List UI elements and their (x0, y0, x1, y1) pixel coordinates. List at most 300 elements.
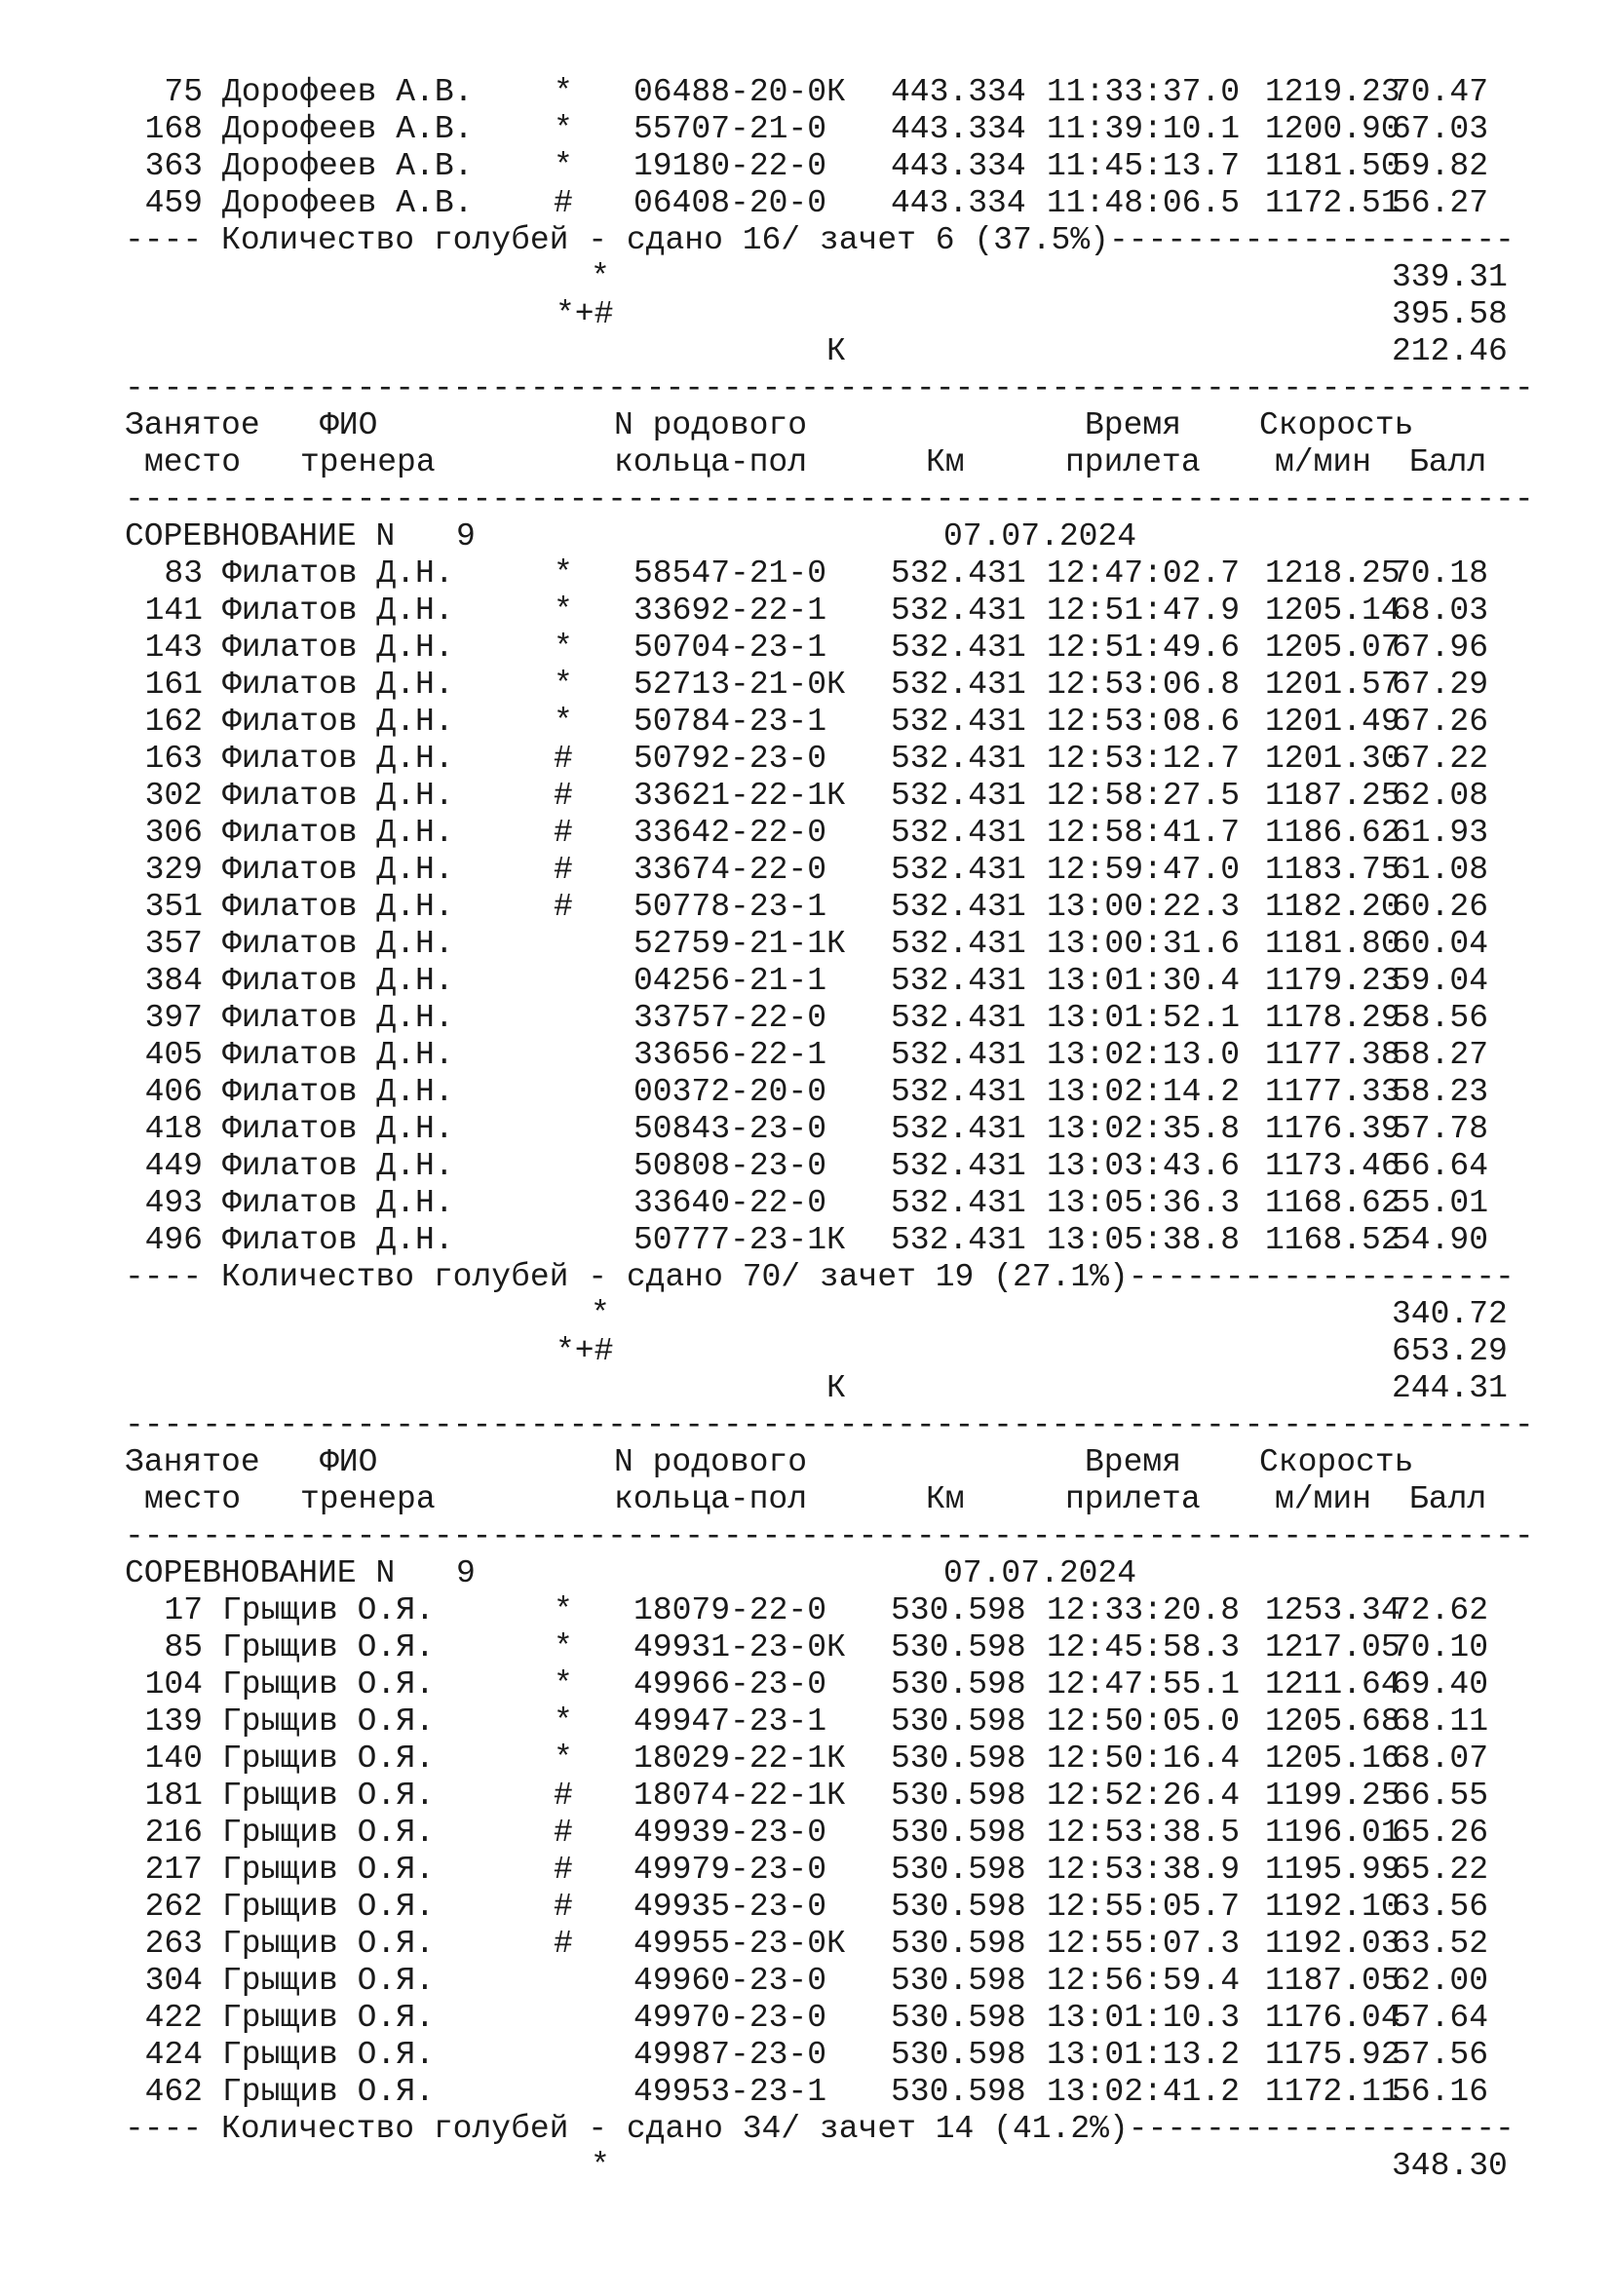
cell-speed: 1177.38 (1265, 1037, 1401, 1073)
cell-time: 12:56:59.4 (1047, 1963, 1241, 1999)
cell-score: 60.26 (1392, 889, 1489, 925)
header-score: Балл (1409, 1481, 1487, 1517)
cell-score: 56.16 (1392, 2074, 1489, 2110)
cell-score: 58.27 (1392, 1037, 1489, 1073)
totals-star-label: * (591, 1296, 610, 1332)
cell-time: 12:58:41.7 (1047, 815, 1241, 851)
cell-speed: 1187.05 (1265, 1963, 1401, 1999)
cell-km: 530.598 (891, 1703, 1026, 1740)
header-speed-2: м/мин (1275, 1481, 1372, 1517)
cell-speed: 1217.05 (1265, 1629, 1401, 1665)
cell-km: 532.431 (891, 1185, 1026, 1221)
header-ring: N родового (614, 407, 808, 443)
cell-ring: 52759-21-1К (633, 926, 846, 962)
cell-time: 13:02:35.8 (1047, 1111, 1241, 1147)
cell-ring: 18079-22-0 (633, 1592, 827, 1628)
totals-starplus-label: *+# (556, 1333, 614, 1369)
competition-date: 07.07.2024 (943, 518, 1137, 555)
cell-place: 329 (144, 852, 203, 888)
cell-place: 262 (144, 1889, 203, 1925)
cell-mark: * (554, 1629, 573, 1665)
cell-mark: # (554, 1926, 573, 1962)
cell-name: Грыщив О.Я. (222, 1629, 435, 1665)
cell-time: 13:05:36.3 (1047, 1185, 1241, 1221)
cell-time: 12:53:06.8 (1047, 667, 1241, 703)
cell-km: 530.598 (891, 1741, 1026, 1777)
cell-time: 13:00:22.3 (1047, 889, 1241, 925)
cell-speed: 1253.34 (1265, 1592, 1401, 1628)
cell-score: 65.22 (1392, 1852, 1489, 1888)
cell-score: 57.78 (1392, 1111, 1489, 1147)
cell-score: 70.18 (1392, 555, 1489, 592)
cell-name: Грыщив О.Я. (222, 1666, 435, 1703)
cell-speed: 1205.14 (1265, 593, 1401, 629)
cell-km: 532.431 (891, 1111, 1026, 1147)
cell-name: Дорофеев А.В. (222, 111, 474, 147)
header-ring-2: кольца-пол (614, 1481, 808, 1517)
cell-km: 532.431 (891, 889, 1026, 925)
cell-name: Филатов Д.Н. (222, 1074, 454, 1110)
competition-line (125, 518, 1137, 555)
cell-time: 13:02:13.0 (1047, 1037, 1241, 1073)
cell-name: Грыщив О.Я. (222, 1815, 435, 1851)
totals-k-value: 244.31 (1392, 1370, 1508, 1406)
cell-name: Грыщив О.Я. (222, 1703, 435, 1740)
cell-name: Дорофеев А.В. (222, 185, 474, 221)
cell-speed: 1201.30 (1265, 741, 1401, 777)
cell-speed: 1179.23 (1265, 963, 1401, 999)
cell-speed: 1200.90 (1265, 111, 1401, 147)
cell-place: 141 (144, 593, 203, 629)
cell-place: 168 (144, 111, 203, 147)
cell-time: 13:03:43.6 (1047, 1148, 1241, 1184)
cell-score: 67.26 (1392, 704, 1489, 740)
cell-time: 13:01:52.1 (1047, 1000, 1241, 1036)
cell-time: 12:53:38.9 (1047, 1852, 1241, 1888)
cell-km: 530.598 (891, 1889, 1026, 1925)
cell-ring: 49970-23-0 (633, 2000, 827, 2036)
cell-km: 532.431 (891, 704, 1026, 740)
cell-ring: 49955-23-0К (633, 1926, 846, 1962)
cell-km: 532.431 (891, 963, 1026, 999)
cell-mark: # (554, 1852, 573, 1888)
cell-time: 13:02:14.2 (1047, 1074, 1241, 1110)
cell-score: 59.82 (1392, 148, 1489, 184)
cell-mark: * (554, 593, 573, 629)
cell-name: Грыщив О.Я. (222, 1963, 435, 1999)
header-fio: ФИО (320, 407, 378, 443)
cell-time: 12:53:08.6 (1047, 704, 1241, 740)
cell-km: 443.334 (891, 185, 1026, 221)
cell-ring: 18029-22-1К (633, 1741, 846, 1777)
cell-mark: * (554, 667, 573, 703)
cell-mark: # (554, 1778, 573, 1814)
cell-km: 530.598 (891, 1592, 1026, 1628)
cell-speed: 1219.23 (1265, 74, 1401, 110)
cell-km: 532.431 (891, 593, 1026, 629)
totals-k-label: К (826, 333, 846, 369)
cell-time: 11:33:37.0 (1047, 74, 1241, 110)
cell-ring: 49939-23-0 (633, 1815, 827, 1851)
cell-name: Грыщив О.Я. (222, 1852, 435, 1888)
totals-k (125, 1370, 1508, 1407)
cell-ring: 33757-22-0 (633, 1000, 827, 1036)
cell-km: 532.431 (891, 630, 1026, 666)
cell-mark: * (554, 111, 573, 147)
cell-ring: 33656-22-1 (633, 1037, 827, 1073)
cell-place: 384 (144, 963, 203, 999)
cell-ring: 49935-23-0 (633, 1889, 827, 1925)
cell-mark: * (554, 704, 573, 740)
cell-km: 530.598 (891, 1963, 1026, 1999)
cell-name: Филатов Д.Н. (222, 1185, 454, 1221)
cell-name: Филатов Д.Н. (222, 630, 454, 666)
cell-mark: # (554, 1815, 573, 1851)
header-km: Км (926, 444, 965, 480)
cell-time: 12:53:38.5 (1047, 1815, 1241, 1851)
cell-name: Филатов Д.Н. (222, 1148, 454, 1184)
cell-ring: 49947-23-1 (633, 1703, 827, 1740)
cell-time: 12:59:47.0 (1047, 852, 1241, 888)
totals-star (125, 2148, 1508, 2185)
cell-speed: 1218.25 (1265, 555, 1401, 592)
cell-speed: 1192.10 (1265, 1889, 1401, 1925)
cell-time: 13:00:31.6 (1047, 926, 1241, 962)
cell-mark: * (554, 1703, 573, 1740)
cell-km: 532.431 (891, 555, 1026, 592)
cell-place: 496 (144, 1222, 203, 1258)
cell-score: 62.08 (1392, 778, 1489, 814)
cell-place: 397 (144, 1000, 203, 1036)
cell-ring: 06488-20-0К (633, 74, 846, 110)
header-time: Время (1085, 1444, 1182, 1480)
totals-star-label: * (591, 2148, 610, 2184)
cell-place: 418 (144, 1111, 203, 1147)
cell-name: Грыщив О.Я. (222, 2000, 435, 2036)
cell-speed: 1201.49 (1265, 704, 1401, 740)
cell-speed: 1175.92 (1265, 2037, 1401, 2073)
cell-ring: 33640-22-0 (633, 1185, 827, 1221)
cell-ring: 49953-23-1 (633, 2074, 827, 2110)
cell-name: Филатов Д.Н. (222, 555, 454, 592)
cell-place: 357 (144, 926, 203, 962)
cell-name: Филатов Д.Н. (222, 1037, 454, 1073)
cell-ring: 33621-22-1К (633, 778, 846, 814)
cell-time: 12:45:58.3 (1047, 1629, 1241, 1665)
cell-score: 56.27 (1392, 185, 1489, 221)
cell-name: Филатов Д.Н. (222, 926, 454, 962)
totals-star (125, 1296, 1508, 1333)
cell-score: 59.04 (1392, 963, 1489, 999)
cell-speed: 1181.80 (1265, 926, 1401, 962)
cell-time: 12:50:16.4 (1047, 1741, 1241, 1777)
cell-place: 405 (144, 1037, 203, 1073)
cell-score: 72.62 (1392, 1592, 1489, 1628)
cell-speed: 1186.62 (1265, 815, 1401, 851)
cell-ring: 06408-20-0 (633, 185, 827, 221)
cell-place: 216 (144, 1815, 203, 1851)
cell-speed: 1168.62 (1265, 1185, 1401, 1221)
cell-km: 532.431 (891, 926, 1026, 962)
cell-speed: 1199.25 (1265, 1778, 1401, 1814)
cell-ring: 49979-23-0 (633, 1852, 827, 1888)
cell-time: 12:58:27.5 (1047, 778, 1241, 814)
cell-name: Дорофеев А.В. (222, 74, 474, 110)
cell-km: 530.598 (891, 2000, 1026, 2036)
cell-km: 530.598 (891, 1852, 1026, 1888)
header-place-2: место (144, 444, 242, 480)
totals-starplus-label: *+# (556, 296, 614, 332)
cell-name: Грыщив О.Я. (222, 1889, 435, 1925)
totals-starplus (125, 296, 1508, 333)
cell-time: 11:48:06.5 (1047, 185, 1241, 221)
cell-name: Филатов Д.Н. (222, 593, 454, 629)
header-time-2: прилета (1065, 1481, 1201, 1517)
cell-km: 530.598 (891, 1926, 1026, 1962)
cell-score: 62.00 (1392, 1963, 1489, 1999)
cell-place: 104 (144, 1666, 203, 1703)
separator-line: ------------------------------------------------------------------------- (125, 1407, 1534, 1443)
cell-mark: * (554, 148, 573, 184)
cell-name: Грыщив О.Я. (222, 1778, 435, 1814)
cell-km: 532.431 (891, 1222, 1026, 1258)
totals-starplus-value: 395.58 (1392, 296, 1508, 332)
cell-score: 65.26 (1392, 1815, 1489, 1851)
cell-time: 13:01:10.3 (1047, 2000, 1241, 2036)
cell-speed: 1182.20 (1265, 889, 1401, 925)
cell-mark: * (554, 630, 573, 666)
cell-ring: 33692-22-1 (633, 593, 827, 629)
header-time-2: прилета (1065, 444, 1201, 480)
header-speed: Скорость (1259, 1444, 1414, 1480)
totals-starplus (125, 1333, 1508, 1370)
cell-place: 217 (144, 1852, 203, 1888)
cell-speed: 1176.39 (1265, 1111, 1401, 1147)
column-header-line-2 (125, 444, 1487, 481)
cell-mark: # (554, 815, 573, 851)
header-time: Время (1085, 407, 1182, 443)
cell-score: 61.93 (1392, 815, 1489, 851)
cell-name: Филатов Д.Н. (222, 741, 454, 777)
competition-line (125, 1555, 1137, 1592)
cell-place: 422 (144, 2000, 203, 2036)
cell-ring: 33642-22-0 (633, 815, 827, 851)
cell-score: 69.40 (1392, 1666, 1489, 1703)
cell-place: 459 (144, 185, 203, 221)
cell-km: 530.598 (891, 1815, 1026, 1851)
header-fio-2: тренера (300, 1481, 436, 1517)
cell-km: 532.431 (891, 1074, 1026, 1110)
cell-score: 70.47 (1392, 74, 1489, 110)
cell-km: 443.334 (891, 74, 1026, 110)
cell-mark: # (554, 185, 573, 221)
header-score: Балл (1409, 444, 1487, 480)
totals-star-value: 339.31 (1392, 259, 1508, 295)
competition-label: СОРЕВНОВАНИЕ N (125, 1555, 396, 1591)
cell-km: 530.598 (891, 1778, 1026, 1814)
cell-ring: 19180-22-0 (633, 148, 827, 184)
cell-place: 163 (144, 741, 203, 777)
cell-name: Филатов Д.Н. (222, 778, 454, 814)
cell-km: 530.598 (891, 1666, 1026, 1703)
cell-score: 56.64 (1392, 1148, 1489, 1184)
separator-line: ------------------------------------------------------------------------- (125, 481, 1534, 517)
cell-name: Грыщив О.Я. (222, 1926, 435, 1962)
cell-speed: 1201.57 (1265, 667, 1401, 703)
cell-name: Филатов Д.Н. (222, 1111, 454, 1147)
cell-ring: 58547-21-0 (633, 555, 827, 592)
cell-km: 532.431 (891, 1000, 1026, 1036)
totals-k-label: К (826, 1370, 846, 1406)
cell-place: 406 (144, 1074, 203, 1110)
header-place: Занятое (125, 1444, 260, 1480)
header-speed: Скорость (1259, 407, 1414, 443)
cell-score: 70.10 (1392, 1629, 1489, 1665)
cell-score: 67.96 (1392, 630, 1489, 666)
cell-score: 54.90 (1392, 1222, 1489, 1258)
cell-mark: * (554, 1741, 573, 1777)
cell-place: 181 (144, 1778, 203, 1814)
cell-km: 443.334 (891, 148, 1026, 184)
cell-time: 11:45:13.7 (1047, 148, 1241, 184)
cell-place: 161 (144, 667, 203, 703)
cell-ring: 33674-22-0 (633, 852, 827, 888)
header-place-2: место (144, 1481, 242, 1517)
cell-km: 530.598 (891, 2037, 1026, 2073)
competition-number: 9 (456, 518, 476, 555)
cell-time: 12:55:07.3 (1047, 1926, 1241, 1962)
totals-star-value: 348.30 (1392, 2148, 1508, 2184)
cell-speed: 1187.25 (1265, 778, 1401, 814)
cell-speed: 1177.33 (1265, 1074, 1401, 1110)
cell-ring: 50778-23-1 (633, 889, 827, 925)
cell-place: 493 (144, 1185, 203, 1221)
cell-km: 532.431 (891, 815, 1026, 851)
cell-name: Грыщив О.Я. (222, 1592, 435, 1628)
cell-place: 162 (144, 704, 203, 740)
cell-score: 60.04 (1392, 926, 1489, 962)
cell-name: Филатов Д.Н. (222, 852, 454, 888)
cell-ring: 52713-21-0К (633, 667, 846, 703)
cell-mark: # (554, 852, 573, 888)
cell-mark: # (554, 741, 573, 777)
cell-km: 532.431 (891, 741, 1026, 777)
cell-name: Филатов Д.Н. (222, 1222, 454, 1258)
header-fio-2: тренера (300, 444, 436, 480)
cell-mark: * (554, 74, 573, 110)
cell-place: 83 (164, 555, 203, 592)
cell-speed: 1172.11 (1265, 2074, 1401, 2110)
cell-place: 140 (144, 1741, 203, 1777)
column-header-line-1 (125, 1444, 1414, 1481)
cell-place: 306 (144, 815, 203, 851)
cell-score: 61.08 (1392, 852, 1489, 888)
cell-speed: 1211.64 (1265, 1666, 1401, 1703)
cell-km: 530.598 (891, 1629, 1026, 1665)
cell-place: 75 (164, 74, 203, 110)
totals-star (125, 259, 1508, 296)
cell-place: 139 (144, 1703, 203, 1740)
totals-star-value: 340.72 (1392, 1296, 1508, 1332)
cell-ring: 50843-23-0 (633, 1111, 827, 1147)
cell-ring: 00372-20-0 (633, 1074, 827, 1110)
cell-speed: 1196.01 (1265, 1815, 1401, 1851)
competition-number: 9 (456, 1555, 476, 1591)
cell-mark: # (554, 889, 573, 925)
cell-score: 63.52 (1392, 1926, 1489, 1962)
header-km: Км (926, 1481, 965, 1517)
cell-time: 12:55:05.7 (1047, 1889, 1241, 1925)
cell-score: 68.07 (1392, 1741, 1489, 1777)
cell-km: 443.334 (891, 111, 1026, 147)
cell-mark: * (554, 1592, 573, 1628)
cell-score: 67.22 (1392, 741, 1489, 777)
cell-time: 12:53:12.7 (1047, 741, 1241, 777)
cell-place: 363 (144, 148, 203, 184)
cell-ring: 55707-21-0 (633, 111, 827, 147)
cell-time: 13:05:38.8 (1047, 1222, 1241, 1258)
cell-ring: 50792-23-0 (633, 741, 827, 777)
cell-ring: 18074-22-1К (633, 1778, 846, 1814)
cell-km: 532.431 (891, 1037, 1026, 1073)
cell-speed: 1205.16 (1265, 1741, 1401, 1777)
header-place: Занятое (125, 407, 260, 443)
totals-k (125, 333, 1508, 370)
cell-ring: 49931-23-0К (633, 1629, 846, 1665)
cell-score: 57.64 (1392, 2000, 1489, 2036)
cell-km: 532.431 (891, 852, 1026, 888)
cell-score: 67.03 (1392, 111, 1489, 147)
cell-name: Филатов Д.Н. (222, 815, 454, 851)
cell-place: 17 (164, 1592, 203, 1628)
cell-ring: 50808-23-0 (633, 1148, 827, 1184)
cell-place: 351 (144, 889, 203, 925)
cell-name: Филатов Д.Н. (222, 889, 454, 925)
summary-line: ---- Количество голубей - сдано 16/ зачет 6 (37.5%)--------------------- (125, 222, 1515, 258)
competition-label: СОРЕВНОВАНИЕ N (125, 518, 396, 555)
cell-time: 11:39:10.1 (1047, 111, 1241, 147)
cell-place: 304 (144, 1963, 203, 1999)
cell-km: 532.431 (891, 667, 1026, 703)
cell-speed: 1183.75 (1265, 852, 1401, 888)
header-fio: ФИО (320, 1444, 378, 1480)
cell-speed: 1192.03 (1265, 1926, 1401, 1962)
header-speed-2: м/мин (1275, 444, 1372, 480)
cell-speed: 1172.51 (1265, 185, 1401, 221)
cell-place: 143 (144, 630, 203, 666)
cell-ring: 50784-23-1 (633, 704, 827, 740)
cell-km: 532.431 (891, 1148, 1026, 1184)
cell-speed: 1205.07 (1265, 630, 1401, 666)
cell-score: 68.11 (1392, 1703, 1489, 1740)
cell-name: Филатов Д.Н. (222, 963, 454, 999)
cell-score: 63.56 (1392, 1889, 1489, 1925)
cell-place: 263 (144, 1926, 203, 1962)
cell-time: 13:01:30.4 (1047, 963, 1241, 999)
cell-score: 66.55 (1392, 1778, 1489, 1814)
cell-name: Филатов Д.Н. (222, 667, 454, 703)
cell-score: 68.03 (1392, 593, 1489, 629)
cell-speed: 1173.46 (1265, 1148, 1401, 1184)
cell-ring: 49960-23-0 (633, 1963, 827, 1999)
cell-time: 12:51:47.9 (1047, 593, 1241, 629)
cell-time: 12:52:26.4 (1047, 1778, 1241, 1814)
cell-name: Грыщив О.Я. (222, 2037, 435, 2073)
cell-mark: # (554, 1889, 573, 1925)
cell-mark: # (554, 778, 573, 814)
cell-name: Дорофеев А.В. (222, 148, 474, 184)
cell-name: Грыщив О.Я. (222, 1741, 435, 1777)
